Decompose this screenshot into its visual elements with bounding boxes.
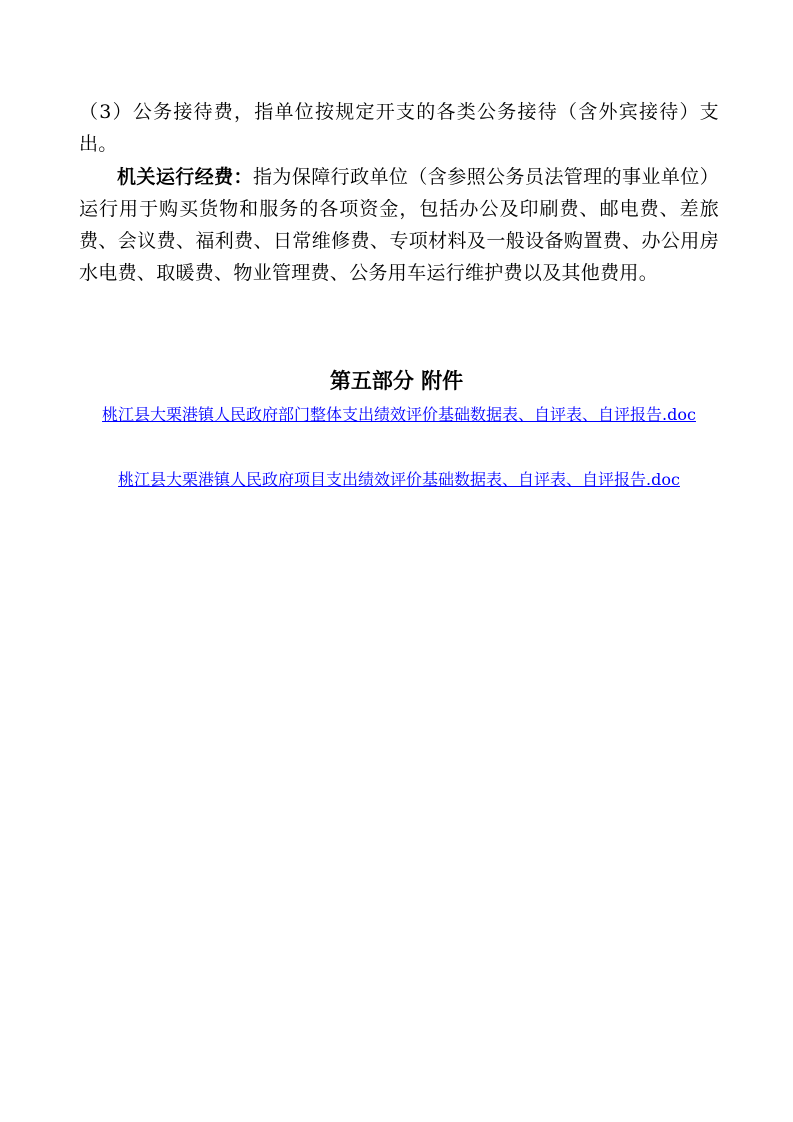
attachment-link-overall-expenditure[interactable]: 桃江县大栗港镇人民政府部门整体支出绩效评价基础数据表、自评表、自评报告.doc — [102, 405, 696, 424]
term-operating-expense: 机关运行经费： — [117, 166, 253, 188]
paragraph-operating-expense — [79, 161, 719, 289]
attachment-link-project-expenditure[interactable]: 桃江县大栗港镇人民政府项目支出绩效评价基础数据表、自评表、自评报告.doc — [118, 470, 680, 489]
section-title-attachments: 第五部分 附件 — [329, 369, 464, 393]
paragraph-reception-expense: （3）公务接待费，指单位按规定开支的各类公务接待（含外宾接待）支出。 — [79, 101, 719, 155]
definition-operating-expense: 指为保障行政单位（含参照公务员法管理的事业单位）运行用于购买货物和服务的各项资金，包括办公及印刷费、邮电费、差旅费、会议费、福利费、日常维修费、专项材料及一般设备购置费、办公用房水电费、取暖费、物业管理费、公务用车运行维护费以及其他费用。 — [79, 166, 719, 284]
